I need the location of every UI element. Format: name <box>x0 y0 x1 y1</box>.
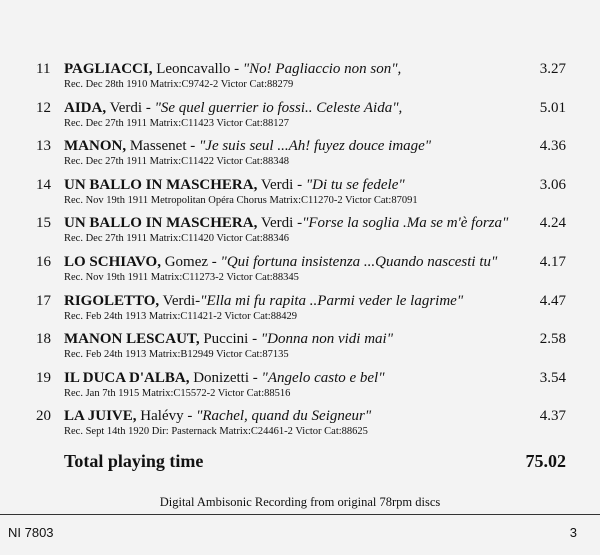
track-aria: "Rachel, quand du Seigneur" <box>196 408 372 424</box>
track-recording-info: Rec. Dec 27th 1911 Matrix:C11422 Victor Cat:88348 <box>64 156 289 167</box>
track-duration: 3.06 <box>539 177 566 193</box>
track-duration: 4.17 <box>539 254 566 270</box>
track-number: 11 <box>36 61 51 77</box>
track-aria: "Ella mi fu rapita ..Parmi veder le lagrime" <box>200 293 464 309</box>
track-recording-info: Rec. Sept 14th 1920 Dir: Pasternack Matrix:C24461-2 Victor Cat:88625 <box>64 426 368 437</box>
total-playing-time-label: Total playing time <box>64 451 204 471</box>
track-composer: Puccini - <box>199 331 261 347</box>
track-recording-info: Rec. Nov 19th 1911 Metropolitan Opéra Chorus Matrix:C11270-2 Victor Cat:87091 <box>64 195 418 206</box>
track-title: AIDA, <box>64 100 107 116</box>
track-heading <box>64 138 431 155</box>
track-number: 13 <box>36 138 51 154</box>
track-aria: "Se quel guerrier io fossi.. Celeste Aida", <box>154 100 403 116</box>
track-aria: "Di tu se fedele" <box>305 177 405 193</box>
track-composer: Gomez - <box>160 254 221 270</box>
track-duration: 3.27 <box>539 61 566 77</box>
track-recording-info: Rec. Nov 19th 1911 Matrix:C11273-2 Victor Cat:88345 <box>64 272 299 283</box>
track-recording-info: Rec. Feb 24th 1913 Matrix:C11421-2 Victor Cat:88429 <box>64 311 297 322</box>
track-aria: "Forse la soglia .Ma se m'è forza" <box>302 215 509 231</box>
track-number: 16 <box>36 254 51 270</box>
track-duration: 3.54 <box>539 370 566 386</box>
track-number: 15 <box>36 215 51 231</box>
track-duration: 4.47 <box>539 293 566 309</box>
track-number: 20 <box>36 408 51 424</box>
track-composer: Donizetti - <box>189 370 262 386</box>
catalog-number: NI 7803 <box>8 525 54 540</box>
recording-note: Digital Ambisonic Recording from original 78rpm discs <box>159 495 441 509</box>
track-duration: 4.36 <box>539 138 566 154</box>
track-composer: Verdi- <box>159 293 201 309</box>
track-heading <box>64 293 463 310</box>
track-duration: 2.58 <box>539 331 566 347</box>
track-aria: "Donna non vidi mai" <box>260 331 394 347</box>
track-composer: Verdi - <box>106 100 155 116</box>
track-heading <box>64 254 497 271</box>
track-heading <box>64 215 508 232</box>
track-title: MANON, <box>64 138 127 154</box>
track-number: 17 <box>36 293 51 309</box>
track-aria: "No! Pagliaccio non son", <box>242 61 402 77</box>
track-number: 18 <box>36 331 51 347</box>
total-playing-time-value: 75.02 <box>525 451 566 471</box>
track-duration: 4.24 <box>539 215 566 231</box>
track-composer: Leoncavallo - <box>152 61 243 77</box>
track-heading <box>64 370 385 387</box>
track-title: UN BALLO IN MASCHERA, <box>64 177 258 193</box>
track-number: 14 <box>36 177 51 193</box>
track-heading <box>64 177 405 194</box>
track-aria: "Qui fortuna insistenza ...Quando nascesti tu" <box>220 254 498 270</box>
track-duration: 4.37 <box>539 408 566 424</box>
track-composer: Verdi - <box>257 215 303 231</box>
track-number: 12 <box>36 100 51 116</box>
track-composer: Massenet - <box>126 138 199 154</box>
track-title: MANON LESCAUT, <box>64 331 200 347</box>
page-number: 3 <box>569 525 577 540</box>
track-heading <box>64 331 393 348</box>
track-heading <box>64 61 401 78</box>
track-title: PAGLIACCI, <box>64 61 153 77</box>
track-heading <box>64 408 371 425</box>
track-duration: 5.01 <box>539 100 566 116</box>
track-recording-info: Rec. Dec 28th 1910 Matrix:C9742-2 Victor Cat:88279 <box>64 79 294 90</box>
track-composer: Verdi - <box>257 177 306 193</box>
track-recording-info: Rec. Jan 7th 1915 Matrix:C15572-2 Victor Cat:88516 <box>64 388 291 399</box>
footer-divider <box>0 514 600 515</box>
track-title: LO SCHIAVO, <box>64 254 161 270</box>
track-title: LA JUIVE, <box>64 408 137 424</box>
track-recording-info: Rec. Dec 27th 1911 Matrix:C11423 Victor Cat:88127 <box>64 118 289 129</box>
track-title: RIGOLETTO, <box>64 293 160 309</box>
track-aria: "Angelo casto e bel" <box>261 370 385 386</box>
track-title: UN BALLO IN MASCHERA, <box>64 215 258 231</box>
track-heading <box>64 100 402 117</box>
track-aria: "Je suis seul ...Ah! fuyez douce image" <box>198 138 432 154</box>
track-title: IL DUCA D'ALBA, <box>64 370 190 386</box>
track-recording-info: Rec. Dec 27th 1911 Matrix:C11420 Victor Cat:88346 <box>64 233 289 244</box>
track-composer: Halévy - <box>136 408 197 424</box>
track-number: 19 <box>36 370 51 386</box>
track-recording-info: Rec. Feb 24th 1913 Matrix:B12949 Victor Cat:87135 <box>64 349 289 360</box>
